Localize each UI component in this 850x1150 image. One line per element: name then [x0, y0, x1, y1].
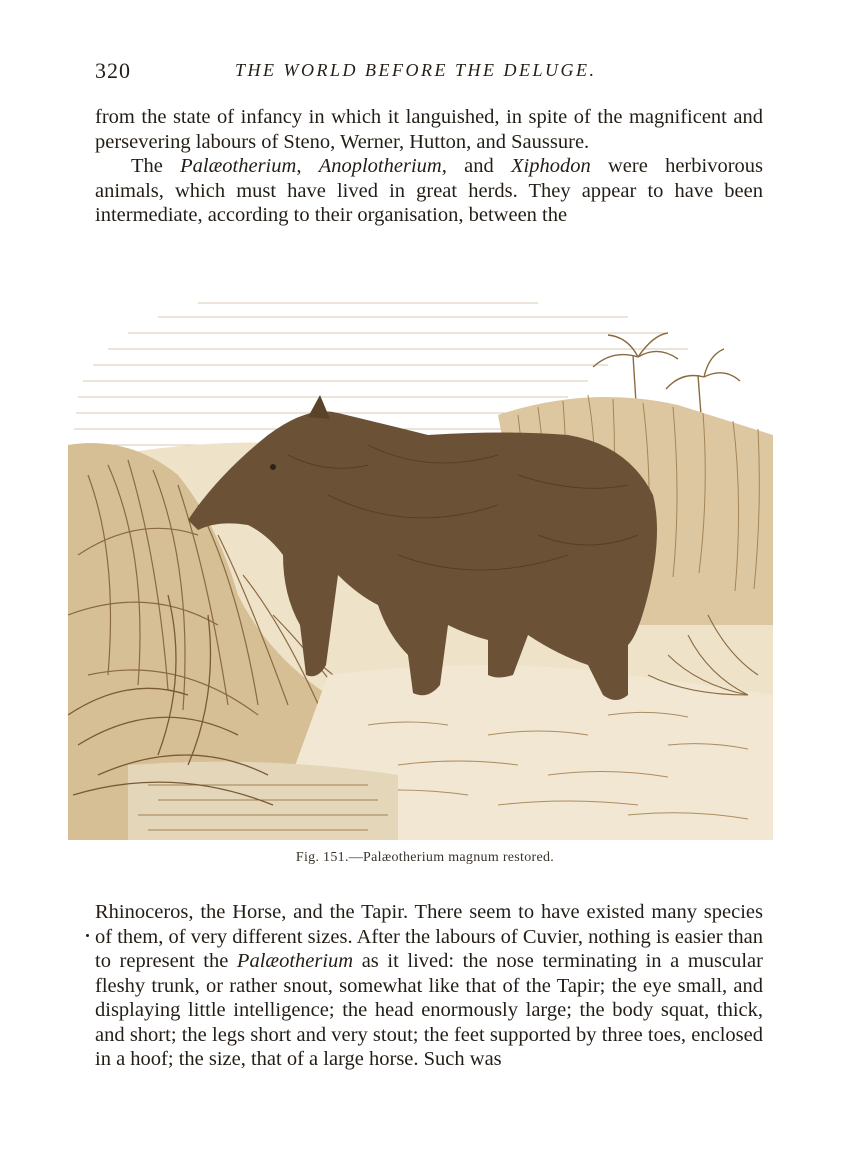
running-head: THE WORLD BEFORE THE DELUGE. [235, 60, 597, 80]
figure-caption: Fig. 151.—Palæotherium magnum restored. [295, 850, 555, 865]
page-number: 320 [95, 58, 131, 83]
text-run: were herbivorous animals, which must have lived in great herds. They appear to have been intermediate, according to their organisation, between the [95, 155, 763, 226]
italic-term-palaeotherium: Palæotherium [180, 155, 297, 177]
bottom-text-block [95, 900, 763, 1072]
paragraph-continued: from the state of infancy in which it languished, in spite of the magnificent and persevering labours of Steno, Werner, Hutton, and Saussure. [95, 106, 763, 153]
text-run: The [131, 155, 181, 177]
text-run: as it lived: the nose terminating in a muscular fleshy trunk, or rather snout, somewhat like that of the Tapir; the eye small, and displaying little intelligence; the head enormously large; the body squat, thick, and short; the legs short and very stout; the feet supported by three toes, enclosed in a hoof; the size, that of a large horse. Such was [95, 950, 763, 1070]
text-run: Rhinoceros, the Horse, and the Tapir. There seem to have existed many species of them, of very different sizes. After the labours of Cuvier, nothing is easier than to represent the [95, 901, 763, 972]
engraving-illustration [68, 295, 773, 840]
italic-term-xiphodon: Xiphodon [510, 155, 591, 177]
text-run: , and [441, 155, 511, 177]
page-header [95, 58, 763, 88]
text-run: , [296, 155, 319, 177]
paragraph-description [95, 900, 763, 1072]
margin-ink-dot [86, 934, 89, 937]
palaeotherium-engraving [68, 295, 773, 840]
italic-term-palaeotherium: Palæotherium [236, 950, 354, 972]
top-text-block [95, 105, 763, 228]
italic-term-anoplotherium: Anoplotherium [318, 155, 442, 177]
paragraph-herbivores [95, 154, 763, 228]
